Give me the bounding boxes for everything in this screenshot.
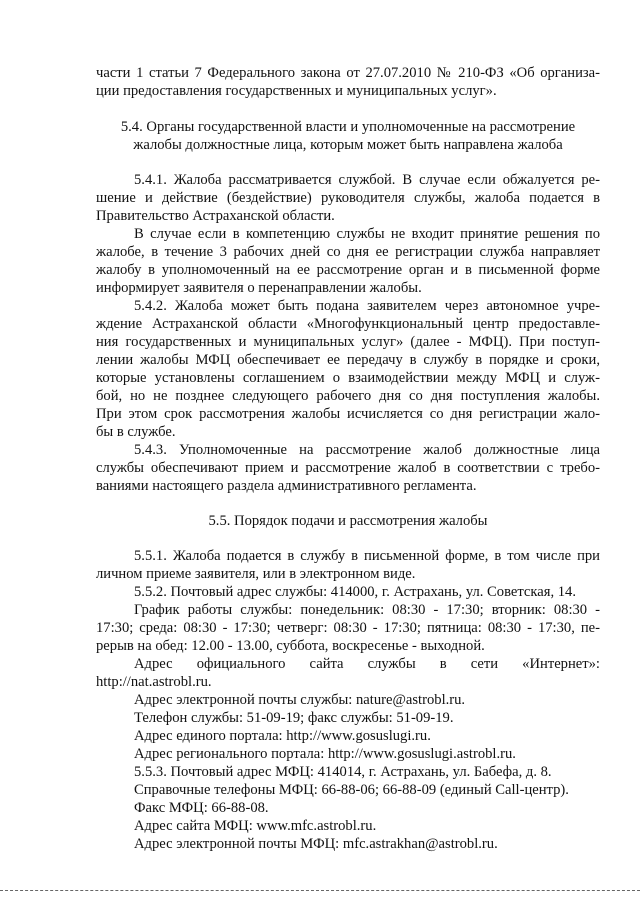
- text-line: Телефон службы: 51-09-19; факс службы: 51-09-19.: [134, 710, 454, 726]
- text-line: бой, но не позднее следующего рабочего дня со дня поступления жалобы.: [96, 388, 600, 404]
- text-line: При этом срок рассмотрения жалобы исчисляется со дня регистрации жало-: [96, 406, 600, 422]
- text-line: 5.5.1. Жалоба подается в службу в письменной форме, в том числе при: [134, 548, 600, 564]
- text-line: службы обеспечивают прием и рассмотрение жалоб в соответствии с требо-: [96, 460, 600, 476]
- text-line: Факс МФЦ: 66-88-08.: [134, 800, 269, 816]
- section-heading: 5.4. Органы государственной власти и уполномоченные на рассмотрение: [120, 119, 576, 135]
- text-line: Адрес электронной почты службы: nature@astrobl.ru.: [134, 692, 466, 708]
- text-line: 17:30; среда: 08:30 - 17:30; четверг: 08:30 - 17:30; пятница: 08:30 - 17:30, пе-: [96, 620, 600, 636]
- text-line: которые установлены соглашением о взаимодействии между МФЦ и служ-: [96, 370, 600, 386]
- text-line: части 1 статьи 7 Федерального закона от 27.07.2010 № 210-ФЗ «Об организа-: [96, 65, 600, 81]
- text-line: лении жалобы МФЦ обеспечивает ее передачу в службу в порядке и сроки,: [96, 352, 600, 368]
- text-line: 5.4.1. Жалоба рассматривается службой. В случае если обжалуется ре-: [134, 172, 600, 188]
- text-line: 5.5.3. Почтовый адрес МФЦ: 414014, г. Астрахань, ул. Бабефа, д. 8.: [134, 764, 552, 780]
- text-line: Правительство Астраханской области.: [96, 208, 335, 224]
- text-line: ния государственных и муниципальных услуг» (далее - МФЦ). При поступ-: [96, 334, 600, 350]
- text-line: ваниями настоящего раздела административного регламента.: [96, 478, 477, 494]
- text-line: жалобу в уполномоченный на ее рассмотрение орган и в письменной форме: [96, 262, 600, 278]
- text-line: рерыв на обед: 12.00 - 13.00, суббота, воскресенье - выходной.: [96, 638, 485, 654]
- text-line: Адрес единого портала: http://www.gosuslugi.ru.: [134, 728, 431, 744]
- text-line: информирует заявителя о перенаправлении жалобы.: [96, 280, 422, 296]
- text-line: График работы службы: понедельник: 08:30 - 17:30; вторник: 08:30 -: [134, 602, 600, 618]
- section-heading: жалобы должностные лица, которым может быть направлена жалоба: [133, 137, 563, 153]
- text-line: ждение Астраханской области «Многофункциональный центр предоставле-: [96, 316, 600, 332]
- page-edge-divider: [0, 890, 640, 891]
- text-line: Адрес официального сайта службы в сети «Интернет»:: [134, 656, 600, 672]
- text-line: 5.4.3. Уполномоченные на рассмотрение жалоб должностные лица: [134, 442, 600, 458]
- text-line: В случае если в компетенцию службы не входит принятие решения по: [134, 226, 600, 242]
- text-line: Адрес электронной почты МФЦ: mfc.astrakhan@astrobl.ru.: [134, 836, 498, 852]
- text-line: Адрес сайта МФЦ: www.mfc.astrobl.ru.: [134, 818, 377, 834]
- website-url: http://nat.astrobl.ru.: [96, 674, 212, 690]
- text-line: жалобе, в течение 3 рабочих дней со дня ее регистрации служба направляет: [96, 244, 600, 260]
- text-line: Справочные телефоны МФЦ: 66-88-06; 66-88-09 (единый Call-центр).: [134, 782, 569, 798]
- text-line: 5.4.2. Жалоба может быть подана заявителем через автономное учре-: [134, 298, 600, 314]
- text-line: ции предоставления государственных и муниципальных услуг».: [96, 83, 497, 99]
- text-line: Адрес регионального портала: http://www.gosuslugi.astrobl.ru.: [134, 746, 516, 762]
- text-line: бы в службе.: [96, 424, 176, 440]
- text-line: 5.5.2. Почтовый адрес службы: 414000, г. Астрахань, ул. Советская, 14.: [134, 584, 576, 600]
- section-heading: 5.5. Порядок подачи и рассмотрения жалобы: [208, 513, 488, 529]
- text-line: шение и действие (бездействие) руководителя службы, жалоба подается в: [96, 190, 600, 206]
- text-line: личном приеме заявителя, или в электронном виде.: [96, 566, 416, 582]
